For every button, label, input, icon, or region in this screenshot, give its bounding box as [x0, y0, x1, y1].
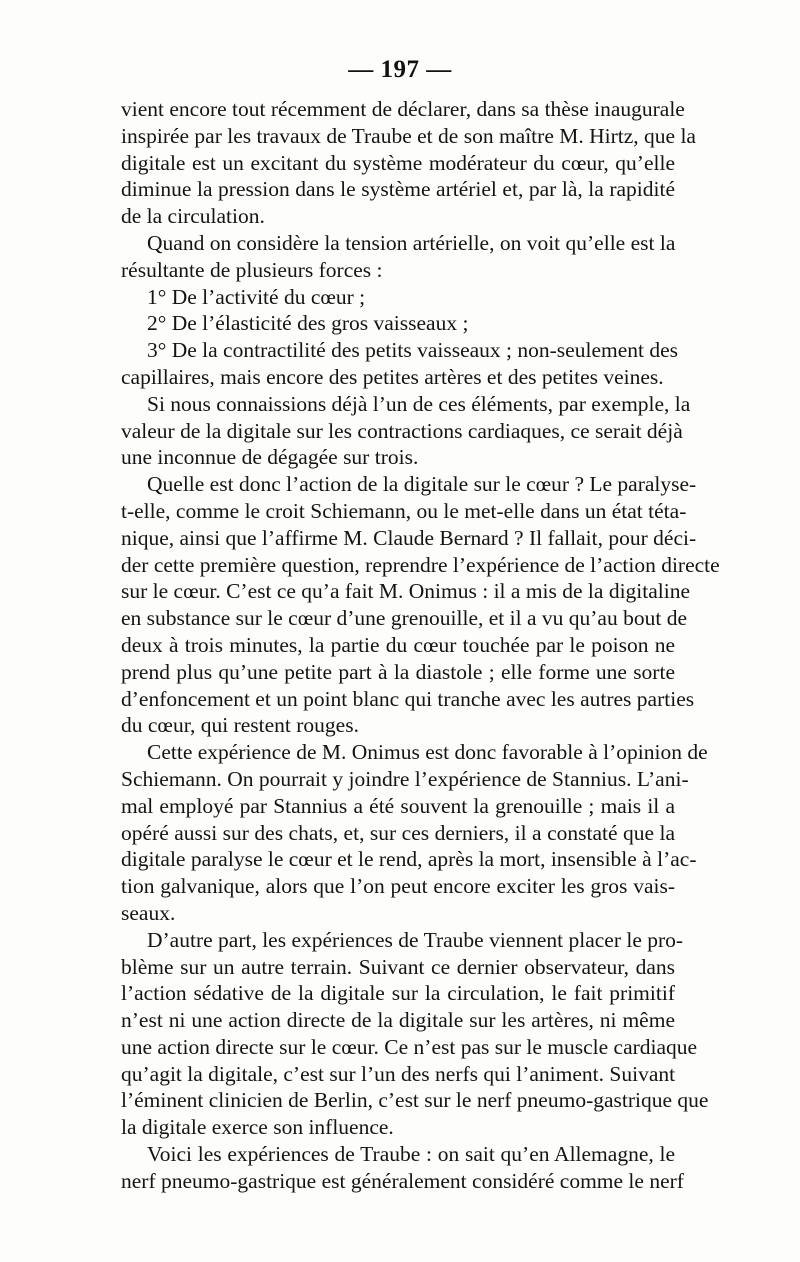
- text-line: capillaires, mais encore des petites artères et des petites veines.: [121, 364, 664, 389]
- text-line: Quand on considère la tension artérielle, on voit qu’elle est la: [147, 230, 676, 255]
- text-line: Quelle est donc l’action de la digitale sur le cœur ? Le paralyse-: [147, 472, 697, 497]
- text-line: digitale est un excitant du système modérateur du cœur, qu’elle: [121, 150, 675, 175]
- text-line: D’autre part, les expériences de Traube viennent placer le pro-: [147, 927, 684, 952]
- text-line: une action directe sur le cœur. Ce n’est pas sur le muscle cardiaque: [121, 1034, 698, 1059]
- page-number: — 197 —: [348, 56, 452, 83]
- text-line: Voici les expériences de Traube : on sait qu’en Allemagne, le: [147, 1142, 675, 1167]
- text-line: digitale paralyse le cœur et le rend, après la mort, insensible à l’ac-: [121, 847, 697, 872]
- text-line: opéré aussi sur des chats, et, sur ces derniers, il a constaté que la: [121, 820, 675, 845]
- text-line: nique, ainsi que l’affirme M. Claude Bernard ? Il fallait, pour déci-: [121, 525, 697, 550]
- text-line: Si nous connaissions déjà l’un de ces éléments, par exemple, la: [147, 391, 691, 416]
- text-line: en substance sur le cœur d’une grenouille, et il a vu qu’au bout de: [121, 606, 687, 631]
- text-line: résultante de plusieurs forces :: [121, 257, 383, 282]
- text-line: qu’agit la digitale, c’est sur l’un des nerfs qui l’animent. Suivant: [121, 1061, 676, 1086]
- text-line: blème sur un autre terrain. Suivant ce dernier observateur, dans: [121, 954, 675, 979]
- text-line: de la circulation.: [121, 204, 265, 229]
- text-line: d’enfoncement et un point blanc qui tranche avec les autres parties: [121, 686, 695, 711]
- text-line: sur le cœur. C’est ce qu’a fait M. Onimus : il a mis de la digitaline: [121, 579, 691, 604]
- text-line: 2° De l’élasticité des gros vaisseaux ;: [147, 311, 469, 336]
- text-line: der cette première question, reprendre l’expérience de l’action directe: [121, 552, 720, 577]
- text-line: deux à trois minutes, la partie du cœur touchée par le poison ne: [121, 632, 675, 657]
- text-line: du cœur, qui restent rouges.: [121, 713, 359, 738]
- text-line: 1° De l’activité du cœur ;: [147, 284, 366, 309]
- text-line: Cette expérience de M. Onimus est donc favorable à l’opinion de: [147, 740, 708, 765]
- text-line: n’est ni une action directe de la digitale sur les artères, ni même: [121, 1008, 675, 1033]
- text-line: l’éminent clinicien de Berlin, c’est sur le nerf pneumo-gastrique que: [121, 1088, 709, 1113]
- text-line: tion galvanique, alors que l’on peut encore exciter les gros vais-: [121, 874, 675, 899]
- text-line: t-elle, comme le croit Schiemann, ou le met-elle dans un état téta-: [121, 498, 687, 523]
- text-line: inspirée par les travaux de Traube et de son maître M. Hirtz, que la: [121, 123, 696, 148]
- text-line: prend plus qu’une petite part à la diastole ; elle forme une sorte: [121, 659, 675, 684]
- text-line: une inconnue de dégagée sur trois.: [121, 445, 419, 470]
- body-text: [121, 96, 720, 1195]
- text-line: l’action sédative de la digitale sur la circulation, le fait primitif: [121, 981, 675, 1006]
- text-line: seaux.: [121, 900, 176, 925]
- text-line: valeur de la digitale sur les contractions cardiaques, ce serait déjà: [121, 418, 683, 443]
- text-line: Schiemann. On pourrait y joindre l’expérience de Stannius. L’ani-: [121, 766, 689, 791]
- text-line: la digitale exerce son influence.: [121, 1115, 394, 1140]
- text-line: mal employé par Stannius a été souvent la grenouille ; mais il a: [121, 793, 675, 818]
- text-line: vient encore tout récemment de déclarer, dans sa thèse inaugurale: [121, 97, 685, 121]
- text-line: 3° De la contractilité des petits vaisseaux ; non-seulement des: [147, 338, 679, 363]
- text-line: diminue la pression dans le système artériel et, par là, la rapidité: [121, 177, 675, 202]
- text-line: nerf pneumo-gastrique est généralement considéré comme le nerf: [121, 1168, 684, 1193]
